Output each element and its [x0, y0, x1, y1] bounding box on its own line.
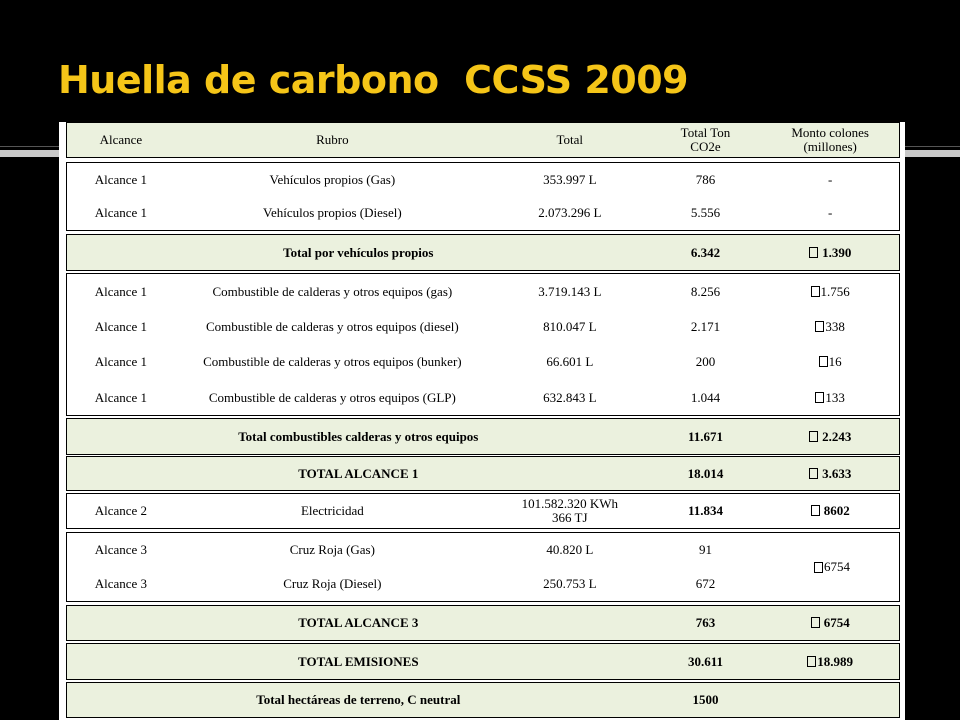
colon-sign-icon	[814, 562, 823, 573]
cell-total: 353.997 L	[543, 171, 597, 187]
cell-rubro: Combustible de calderas y otros equipos (GLP)	[208, 389, 456, 405]
cell-total: 810.047 L	[543, 319, 597, 335]
colon-sign-icon	[811, 286, 820, 297]
cell-alcance: Alcance 1	[94, 171, 148, 187]
cell-alcance: Alcance 1	[94, 283, 148, 299]
cell-alcance: Alcance 2	[94, 503, 148, 519]
total-monto: 1.390	[761, 246, 899, 260]
total-label: TOTAL ALCANCE 1	[298, 465, 419, 481]
fuel-rows	[66, 273, 900, 416]
cell-total: 101.582.320 KWh 366 TJ	[521, 496, 618, 525]
cell-rubro: Combustible de calderas y otros equipos (bunker)	[203, 354, 462, 370]
cell-rubro: Cruz Roja (Gas)	[289, 542, 375, 558]
cell-ton: 200	[695, 354, 716, 370]
emissions-table	[0, 122, 960, 720]
cell-monto: -	[827, 205, 833, 221]
total-emissions-row	[66, 643, 900, 680]
total-fuel-row	[66, 418, 900, 455]
cell-alcance: Alcance 1	[94, 389, 148, 405]
total-label: Total por vehículos propios	[283, 244, 434, 260]
total-label: TOTAL EMISIONES	[298, 653, 419, 669]
cell-rubro: Vehículos propios (Gas)	[269, 171, 396, 187]
colon-sign-icon	[811, 617, 820, 628]
total-alcance3-row	[66, 605, 900, 641]
cell-total: 3.719.143 L	[538, 283, 602, 299]
colon-sign-icon	[811, 505, 820, 516]
cell-rubro: Combustible de calderas y otros equipos (diesel)	[205, 319, 459, 335]
total-hectares-row	[66, 682, 900, 718]
table-row	[67, 197, 899, 231]
cell-ton: 2.171	[690, 319, 721, 335]
slide-title: Huella de carbono CCSS 2009	[58, 58, 689, 102]
cell-alcance: Alcance 3	[94, 542, 148, 558]
cell-monto-merged: 6754	[763, 533, 901, 601]
cell-alcance: Alcance 1	[94, 205, 148, 221]
cell-alcance: Alcance 1	[94, 319, 148, 335]
cell-total: 632.843 L	[543, 389, 597, 405]
header-ton: Total Ton CO2e	[680, 125, 731, 154]
cell-total: 40.820 L	[546, 542, 594, 558]
cell-monto: -	[827, 171, 833, 187]
colon-sign-icon	[807, 656, 816, 667]
cell-monto: 8602	[761, 504, 899, 518]
alcance3-rows	[66, 532, 900, 602]
cell-rubro: Cruz Roja (Diesel)	[283, 576, 382, 592]
total-monto: 6754	[761, 616, 899, 630]
total-monto: 2.243	[761, 430, 899, 444]
total-vehicles-row	[66, 234, 900, 271]
colon-sign-icon	[809, 468, 818, 479]
cell-monto: 16	[761, 355, 899, 369]
cell-monto: 133	[761, 391, 899, 405]
colon-sign-icon	[819, 356, 828, 367]
table-row	[67, 309, 899, 344]
total-ton: 30.611	[687, 653, 723, 669]
header-rubro: Rubro	[316, 132, 349, 148]
total-label: Total combustibles calderas y otros equipos	[238, 428, 479, 444]
cell-alcance: Alcance 3	[94, 576, 148, 592]
cell-ton: 786	[695, 171, 716, 187]
table-row	[67, 274, 899, 309]
table-row	[67, 163, 899, 197]
cell-alcance: Alcance 1	[94, 354, 148, 370]
total-ton: 763	[695, 615, 716, 631]
total-label: Total hectáreas de terreno, C neutral	[256, 692, 461, 708]
colon-sign-icon	[809, 247, 818, 258]
header-monto: Monto colones (millones)	[791, 125, 869, 154]
total-alcance1-row	[66, 456, 900, 491]
header-alcance: Alcance	[99, 132, 143, 148]
cell-rubro: Vehículos propios (Diesel)	[263, 205, 402, 221]
vehicle-rows	[66, 162, 900, 231]
colon-sign-icon	[815, 392, 824, 403]
colon-sign-icon	[809, 431, 818, 442]
cell-rubro: Combustible de calderas y otros equipos (gas)	[212, 283, 453, 299]
alcance2-row	[66, 493, 900, 529]
table-row	[67, 345, 899, 380]
cell-monto: 338	[761, 320, 899, 334]
cell-total: 66.601 L	[546, 354, 594, 370]
cell-total: 250.753 L	[543, 576, 597, 592]
cell-ton: 672	[695, 576, 716, 592]
cell-monto: 1.756	[761, 285, 899, 299]
total-monto: 3.633	[761, 467, 899, 481]
table-row	[67, 380, 899, 415]
table-header	[66, 122, 900, 158]
total-ton: 1500	[692, 692, 719, 708]
total-monto: 18.989	[761, 655, 899, 669]
cell-rubro: Electricidad	[300, 503, 364, 519]
cell-ton: 91	[698, 542, 712, 558]
header-total: Total	[556, 132, 584, 148]
cell-ton: 5.556	[690, 205, 721, 221]
colon-sign-icon	[815, 321, 824, 332]
total-ton: 18.014	[687, 465, 724, 481]
total-ton: 6.342	[690, 244, 721, 260]
cell-total: 2.073.296 L	[538, 205, 602, 221]
cell-ton: 11.834	[687, 503, 723, 519]
cell-ton: 1.044	[690, 389, 721, 405]
total-ton: 11.671	[687, 428, 723, 444]
cell-ton: 8.256	[690, 283, 721, 299]
total-label: TOTAL ALCANCE 3	[298, 615, 419, 631]
